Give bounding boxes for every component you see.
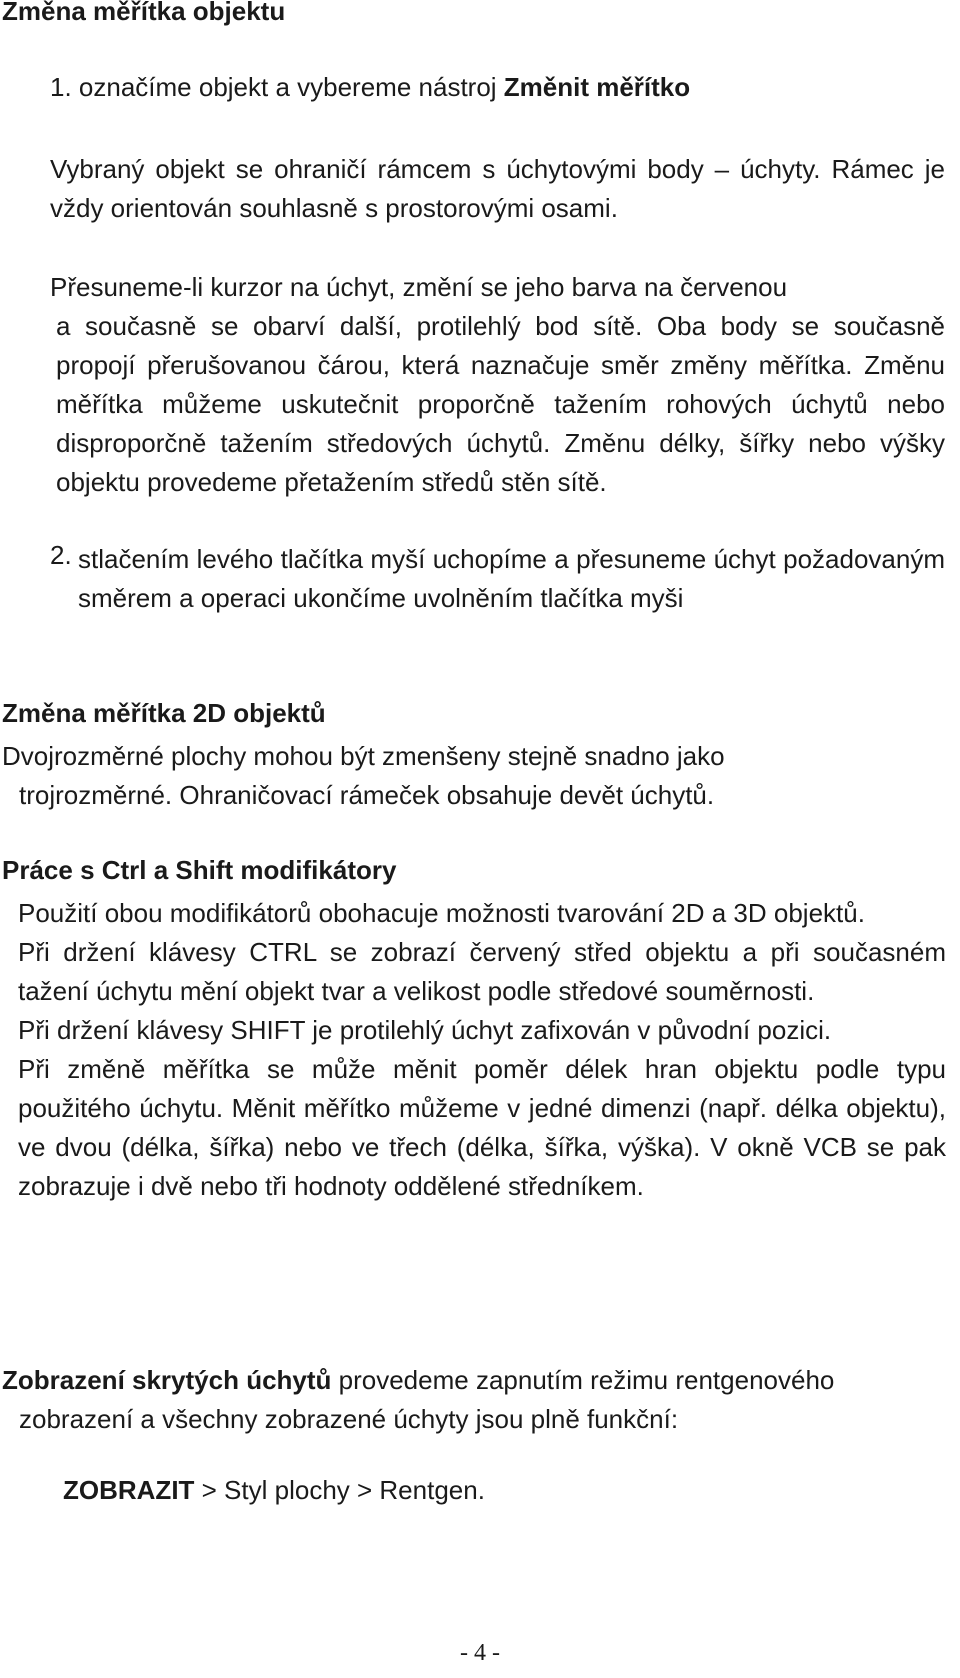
menu-path bbox=[63, 1475, 485, 1506]
section-2d-text bbox=[2, 737, 947, 815]
step-2 bbox=[50, 540, 945, 618]
step-1 bbox=[50, 72, 690, 103]
paragraph-cursor bbox=[50, 268, 945, 502]
page-number: - 4 - bbox=[460, 1640, 500, 1666]
paragraph-frame: Vybraný objekt se ohraničí rámcem s úchytovými body – úchyty. Rámec je vždy orientován souhlasně s prostorovými osami. bbox=[50, 154, 945, 223]
section-modifiers-text bbox=[18, 894, 946, 1206]
section-2d-line2: trojrozměrné. Ohraničovací rámeček obsahuje devět úchytů. bbox=[19, 780, 715, 810]
step-2-text: stlačením levého tlačítka myší uchopíme a přesuneme úchyt požadovaným směrem a operaci ukončíme uvolněním tlačítka myši bbox=[78, 544, 945, 613]
hidden-handles-line2: zobrazení a všechny zobrazené úchyty jsou plně funkční: bbox=[19, 1404, 679, 1434]
hidden-handles-paragraph bbox=[2, 1361, 947, 1439]
section-modifiers-heading: Práce s Ctrl a Shift modifikátory bbox=[2, 855, 397, 885]
modifiers-paragraph-4: Při změně měřítka se může měnit poměr délek hran objektu podle typu použitého úchytu. Měnit měřítko můžeme v jedné dimenzi (např. délka objektu), ve dvou (délka, šířka) nebo ve třech (délka, šířka, výška). V okně VCB se pak zobrazuje i dvě nebo tři hodnoty oddělené středníkem. bbox=[18, 1054, 946, 1201]
modifiers-paragraph-3: Při držení klávesy SHIFT je protilehlý úchyt zafixován v původní pozici. bbox=[18, 1015, 832, 1045]
modifiers-paragraph-1: Použití obou modifikátorů obohacuje možnosti tvarování 2D a 3D objektů. bbox=[18, 898, 865, 928]
page-title: Změna měřítka objektu bbox=[2, 0, 286, 26]
hidden-handles-term: Zobrazení skrytých úchytů bbox=[2, 1365, 332, 1395]
paragraph-cursor-line1: Přesuneme-li kurzor na úchyt, změní se jeho barva na červenou bbox=[50, 272, 788, 302]
step-2-number: 2. bbox=[50, 540, 72, 570]
paragraph-cursor-rest: a současně se obarví další, protilehlý bod sítě. Oba body se současně propojí přerušovanou čárou, která naznačuje směr změny měřítka. Změnu měřítka můžeme uskutečnit proporčně tažením rohových úchytů nebo disproporčně tažením středových úchytů. Změnu délky, šířky nebo výšky objektu provedeme přetažením středů stěn sítě. bbox=[56, 311, 945, 497]
step-1-text: 1. označíme objekt a vybereme nástroj bbox=[50, 72, 504, 102]
hidden-handles-line1: provedeme zapnutím režimu rentgenového bbox=[331, 1365, 835, 1395]
section-2d-heading: Změna měřítka 2D objektů bbox=[2, 698, 326, 728]
menu-path-rest: > Styl plochy > Rentgen. bbox=[194, 1475, 485, 1505]
tool-name: Změnit měřítko bbox=[503, 72, 691, 102]
section-2d-line1: Dvojrozměrné plochy mohou být zmenšeny stejně snadno jako bbox=[2, 741, 725, 771]
menu-path-root: ZOBRAZIT bbox=[63, 1475, 195, 1505]
modifiers-paragraph-2: Při držení klávesy CTRL se zobrazí červený střed objektu a při současném tažení úchytu mění objekt tvar a velikost podle středové souměrnosti. bbox=[18, 937, 946, 1006]
